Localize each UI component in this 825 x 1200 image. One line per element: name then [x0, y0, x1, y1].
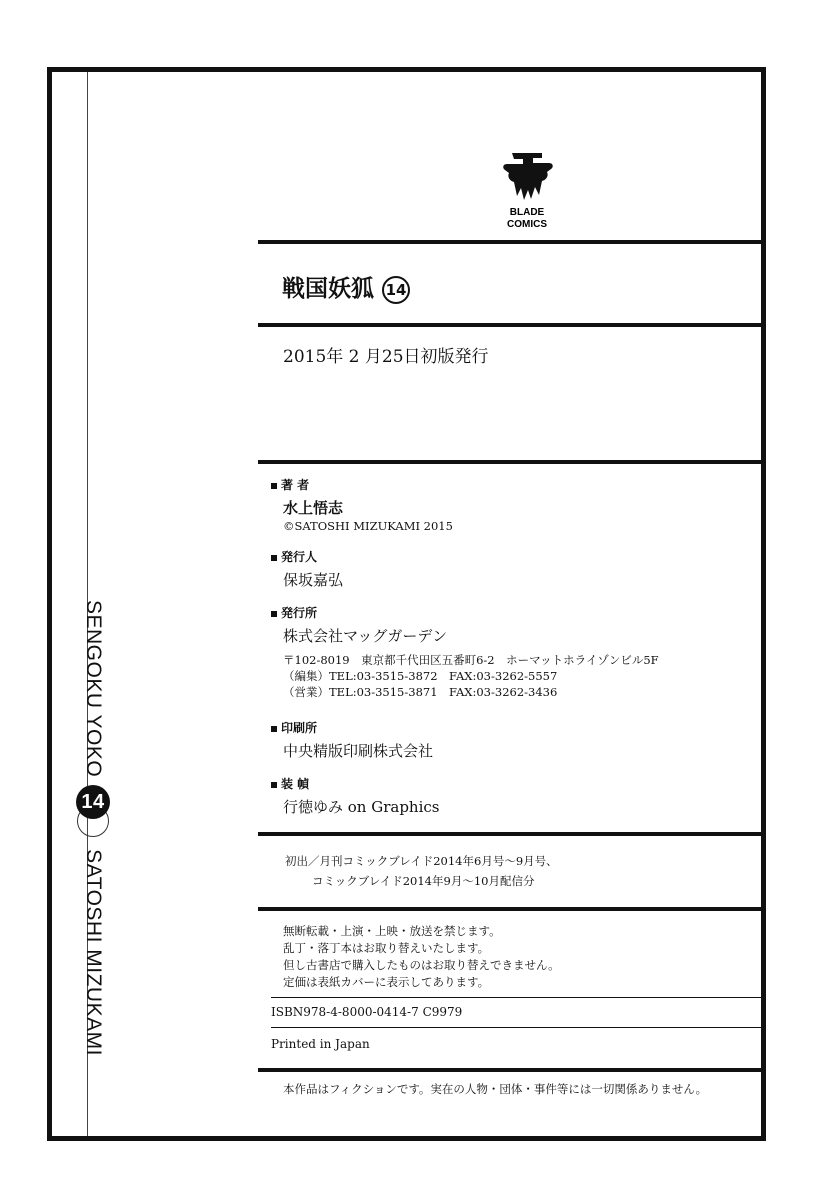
publisher-heading: 発行所: [271, 604, 659, 621]
copyright: ©SATOSHI MIZUKAMI 2015: [283, 519, 453, 533]
printer-section: [271, 719, 433, 761]
bullet-square-icon: [271, 483, 277, 489]
printed-in: Printed in Japan: [271, 1037, 370, 1051]
rule-first-appearance: [258, 832, 766, 836]
spine-author: SATOSHI MIZUKAMI: [82, 849, 105, 1056]
notices-block: [283, 923, 560, 991]
design-name: 行徳ゆみ on Graphics: [283, 798, 440, 816]
rule-fiction: [258, 1068, 766, 1072]
spine-title: SENGOKU YOKO: [82, 600, 105, 778]
publisher-edit-contact: （編集）TEL:03-3515-3872 FAX:03-3262-5557: [283, 669, 558, 683]
logo-line1: BLADE: [509, 207, 545, 218]
publisher-person-heading: 発行人: [271, 548, 343, 565]
rule-thin-1: [271, 997, 766, 998]
first-appearance-line2: コミックブレイド2014年9月～10月配信分: [312, 874, 535, 888]
rule-credits: [258, 460, 766, 464]
notice-line: 乱丁・落丁本はお取り替えいたします。: [283, 941, 490, 955]
printer-name: 中央精版印刷株式会社: [283, 742, 434, 760]
publisher-sales-contact: （営業）TEL:03-3515-3871 FAX:03-3262-3436: [283, 685, 558, 699]
notice-line: 無断転載・上演・上映・放送を禁じます。: [283, 924, 501, 938]
blade-comics-logo: [485, 147, 570, 232]
rule-notices: [258, 907, 766, 911]
notice-line: 但し古書店で購入したものはお取り替えできません。: [283, 958, 560, 972]
bullet-square-icon: [271, 611, 277, 617]
design-section: [271, 775, 439, 817]
fiction-disclaimer: 本作品はフィクションです。実在の人物・団体・事件等には一切関係ありません。: [283, 1082, 708, 1096]
publisher-person-name: 保坂嘉弘: [283, 571, 344, 589]
publication-date: 2015年 2 月25日初版発行: [283, 347, 489, 367]
design-heading: 装 幀: [271, 775, 439, 792]
book-volume-badge: 14: [382, 276, 410, 304]
author-name: 水上悟志: [283, 499, 344, 517]
bullet-square-icon: [271, 726, 277, 732]
bullet-square-icon: [271, 555, 277, 561]
bullet-square-icon: [271, 782, 277, 788]
notice-line: 定価は表紙カバーに表示してあります。: [283, 975, 490, 989]
rule-title: [258, 323, 766, 327]
author-heading: 著 者: [271, 476, 453, 493]
publisher-section: [271, 604, 659, 700]
publisher-person-section: [271, 548, 343, 590]
book-title: [282, 270, 410, 304]
printer-heading: 印刷所: [271, 719, 433, 736]
first-appearance-line1: 初出／月刊コミックブレイド2014年6月号～9月号、: [285, 854, 558, 868]
rule-thin-2: [271, 1027, 766, 1028]
publisher-name: 株式会社マッグガーデン: [283, 627, 448, 645]
isbn: ISBN978-4-8000-0414-7 C9979: [271, 1005, 463, 1019]
spine-volume-badge: 14: [76, 785, 110, 819]
author-section: [271, 476, 453, 534]
book-title-text: 戦国妖狐: [282, 276, 374, 302]
logo-line2: COMICS: [507, 219, 547, 230]
publisher-address: 〒102-8019 東京都千代田区五番町6-2 ホーマットホライゾンビル5F: [283, 653, 659, 667]
rule-top: [258, 240, 766, 244]
